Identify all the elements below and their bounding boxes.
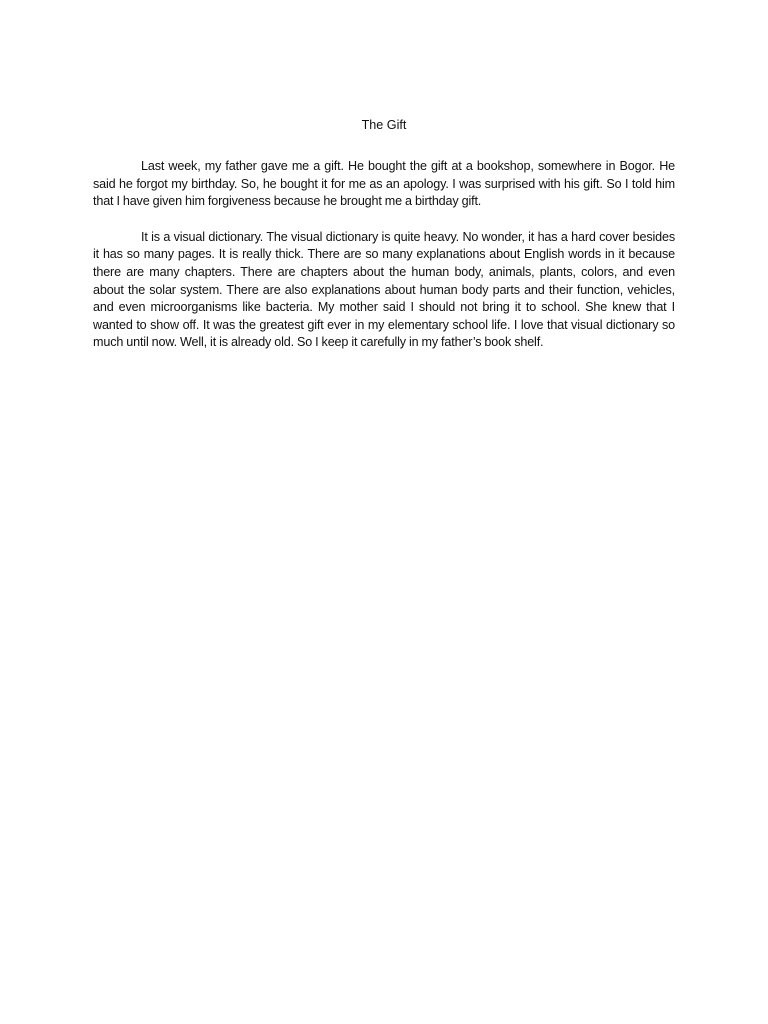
document-body xyxy=(93,116,675,370)
paragraph-2: It is a visual dictionary. The visual dictionary is quite heavy. No wonder, it has a hard cover besides it has so many pages. It is really thick. There are so many explanations about English words in it because there are many chapters. There are chapters about the human body, animals, plants, colors, and even about the solar system. There are also explanations about human body parts and their function, vehicles, and even microorganisms like bacteria. My mother said I should not bring it to school. She knew that I wanted to show off. It was the greatest gift ever in my elementary school life. I love that visual dictionary so much until now. Well, it is already old. So I keep it carefully in my father’s book shelf. xyxy=(93,229,675,350)
paragraph-1: Last week, my father gave me a gift. He bought the gift at a bookshop, somewhere in Bogor. He said he forgot my birthday. So, he bought it for me as an apology. I was surprised with his gift. So I told him that I have given him forgiveness because he brought me a birthday gift. xyxy=(93,159,675,209)
document-title: The Gift xyxy=(361,118,407,132)
